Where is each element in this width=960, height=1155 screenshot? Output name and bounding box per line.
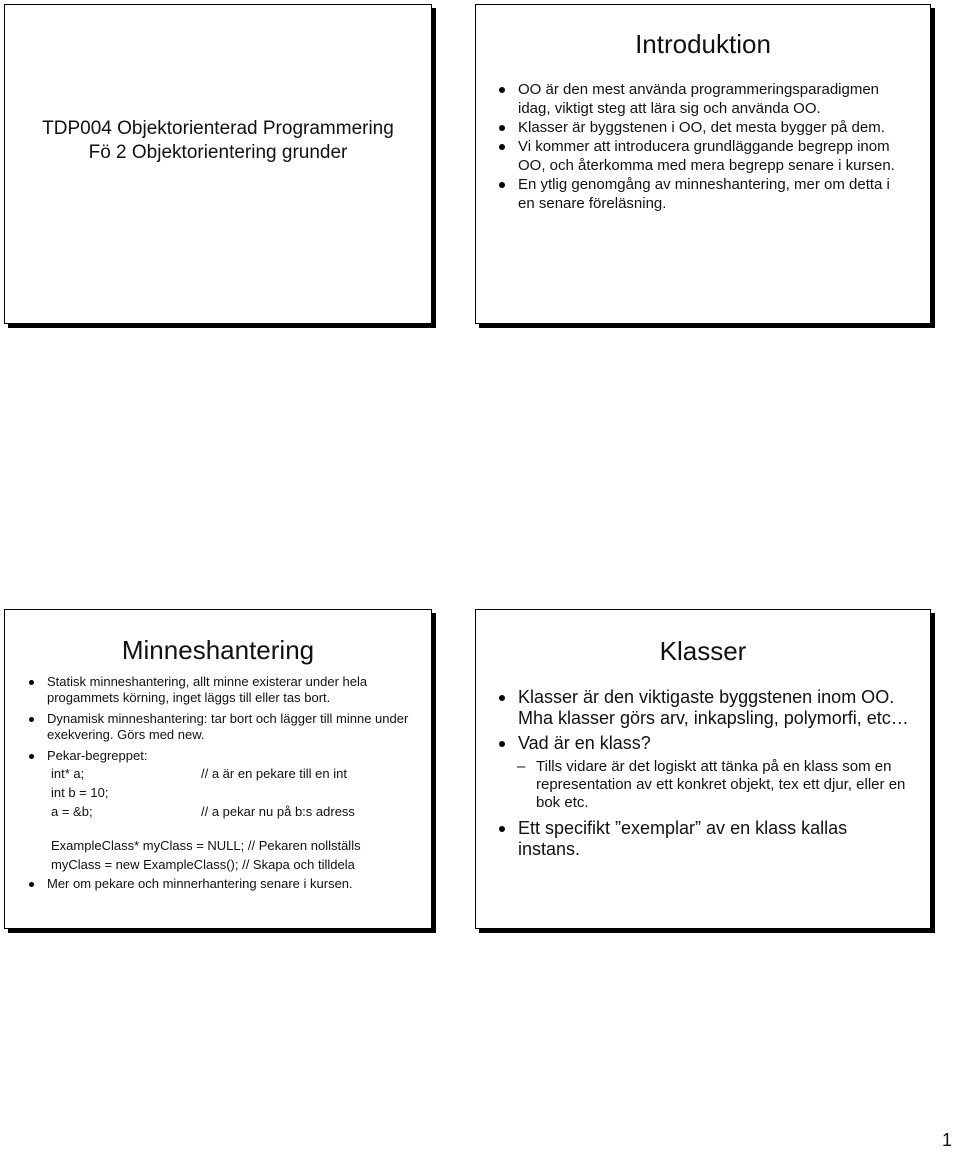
slide-heading: Minneshantering <box>121 635 315 665</box>
sub-bullet-item <box>517 758 914 812</box>
bullet-item <box>518 818 914 860</box>
bullet-dot-icon <box>499 125 505 131</box>
bullet-dot-icon <box>29 754 34 759</box>
slide-introduktion <box>475 4 931 324</box>
bullet-dot-icon <box>499 87 505 93</box>
code-text: ExampleClass* myClass = NULL; // Pekaren nollställs <box>51 838 361 853</box>
bullet-dot-icon <box>29 717 34 722</box>
page-number: 1 <box>941 1130 952 1150</box>
bullet-dot-icon <box>499 741 505 747</box>
bullet-text: Mer om pekare och minnerhantering senare i kursen. <box>47 876 353 891</box>
bullet-dot-icon <box>499 144 505 150</box>
bullet-text: Vad är en klass? <box>518 733 651 753</box>
bullet-dot-icon <box>499 695 505 701</box>
code-line <box>47 783 413 802</box>
bullet-item <box>47 711 413 743</box>
course-title-line-2: Fö 2 Objektorientering grunder <box>88 142 348 163</box>
code-comment: // a pekar nu på b:s adress <box>201 804 355 819</box>
code-block <box>47 764 413 874</box>
code-comment: // a är en pekare till en int <box>201 766 347 781</box>
bullet-text: Pekar-begreppet: <box>47 748 148 763</box>
bullet-text: Dynamisk minneshantering: tar bort och lägger till minne under exekvering. Görs med new. <box>47 711 409 742</box>
bullet-dot-icon <box>499 182 505 188</box>
bullet-text: En ytlig genomgång av minneshantering, mer om detta i en senare föreläsning. <box>518 176 890 212</box>
bullet-text: Klasser är den viktigaste byggstenen inom OO. Mha klasser görs arv, inkapsling, polymorfi, etc… <box>518 687 909 728</box>
bullet-item <box>47 876 413 892</box>
code-text: int* a; <box>51 766 85 781</box>
bullet-item <box>518 687 914 729</box>
bullet-item <box>518 175 910 213</box>
bullet-list <box>518 80 910 213</box>
dash-marker: – <box>517 758 526 775</box>
code-line <box>47 764 413 783</box>
slide-heading: Introduktion <box>635 29 771 59</box>
bullet-dot-icon <box>499 826 505 832</box>
course-title <box>15 117 421 165</box>
bullet-text: Statisk minneshantering, allt minne existerar under hela progammets körning, inget läggs till eller tas bort. <box>47 674 368 705</box>
bullet-dot-icon <box>29 882 34 887</box>
bullet-item <box>518 733 914 754</box>
code-text: a = &b; <box>51 804 93 819</box>
bullet-list <box>47 674 413 892</box>
code-text: int b = 10; <box>51 785 109 800</box>
slide-minneshantering <box>4 609 432 929</box>
bullet-item <box>47 674 413 706</box>
bullet-dot-icon <box>29 680 34 685</box>
code-line <box>47 855 413 874</box>
bullet-text: Vi kommer att introducera grundläggande begrepp inom OO, och återkomma med mera begrepp senare i kursen. <box>518 138 895 174</box>
slide-heading: Klasser <box>659 636 747 666</box>
slide-title-page <box>4 4 432 324</box>
code-line <box>47 836 413 855</box>
bullet-list <box>518 687 914 864</box>
bullet-text: Klasser är byggstenen i OO, det mesta bygger på dem. <box>518 119 885 136</box>
slide-klasser <box>475 609 931 929</box>
bullet-item <box>518 118 910 137</box>
code-spacer <box>47 821 413 836</box>
code-text: myClass = new ExampleClass(); // Skapa och tilldela <box>51 857 355 872</box>
code-line <box>47 802 413 821</box>
bullet-text: OO är den mest använda programmeringsparadigmen idag, viktigt steg att lära sig och använda OO. <box>518 81 880 117</box>
course-title-line-1: TDP004 Objektorienterad Programmering <box>42 118 394 139</box>
bullet-text: Tills vidare är det logiskt att tänka på en klass som en representation av ett konkret objekt, tex ett djur, eller en bok etc. <box>536 758 906 811</box>
bullet-text: Ett specifikt ”exemplar” av en klass kallas instans. <box>518 818 848 859</box>
bullet-item <box>47 748 413 874</box>
bullet-item <box>518 80 910 118</box>
bullet-item <box>518 137 910 175</box>
